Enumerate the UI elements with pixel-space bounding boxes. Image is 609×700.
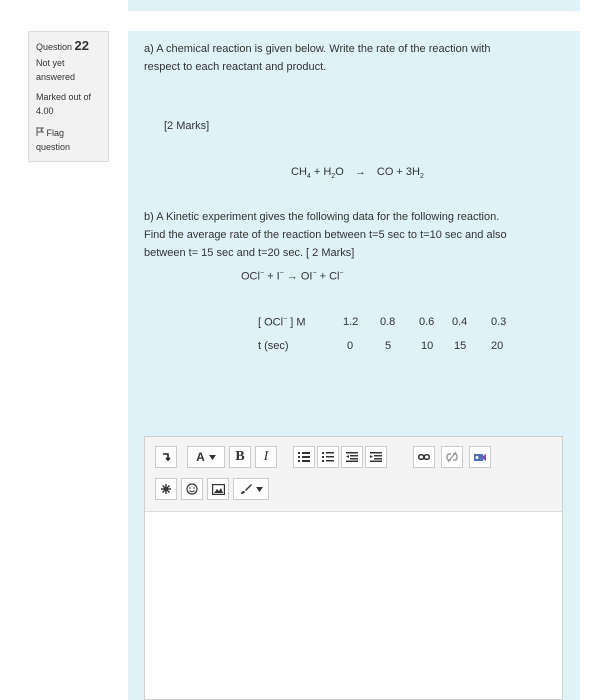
toolbar-toggle-button[interactable] — [155, 446, 177, 468]
italic-button[interactable]: I — [255, 446, 277, 468]
asterisk-icon — [160, 483, 172, 495]
bullet-list-icon — [298, 452, 310, 462]
media-icon — [474, 452, 486, 463]
part-b-text-line1: b) A Kinetic experiment gives the following data for the following reaction. — [144, 211, 500, 223]
time-value: 15 — [454, 340, 467, 352]
unordered-list-button[interactable] — [293, 446, 315, 468]
font-style-button[interactable]: A — [187, 446, 225, 468]
ordered-list-button[interactable] — [317, 446, 339, 468]
question-number: Question 22 — [36, 38, 90, 53]
part-b-text-line3: between t= 15 sec and t=20 sec. [ 2 Marks] — [144, 247, 355, 259]
link-icon — [418, 452, 430, 462]
time-value: 0 — [347, 340, 354, 352]
conc-value: 1.2 — [343, 316, 359, 328]
reaction-a-equation: $CH_4 + H_2O$ → CO + $3H_2$ — [291, 166, 424, 181]
concentration-label: [ OCl− ] M — [258, 316, 306, 329]
brush-icon — [240, 483, 252, 495]
part-a-marks: [2 Marks] — [164, 120, 210, 132]
time-value: 10 — [421, 340, 434, 352]
time-value: 20 — [491, 340, 504, 352]
smiley-icon — [186, 483, 198, 495]
part-a-text-line1: a) A chemical reaction is given below. Write the rate of the reaction with — [144, 43, 491, 55]
conc-value: 0.8 — [380, 316, 396, 328]
outdent-button[interactable] — [341, 446, 363, 468]
bold-button[interactable]: B — [229, 446, 251, 468]
answer-status: Not yet answered — [36, 58, 76, 82]
editor-toolbar — [145, 437, 562, 512]
question-info-panel — [28, 31, 109, 162]
conc-value: 0.6 — [419, 316, 435, 328]
indent-button[interactable] — [365, 446, 387, 468]
time-label: t (sec) — [258, 340, 289, 352]
answer-editor — [144, 436, 563, 700]
dropdown-caret-icon — [256, 487, 263, 492]
editor-content-area[interactable] — [145, 512, 562, 699]
marked-out-of: Marked out of 4.00 — [36, 92, 92, 116]
unlink-icon — [446, 451, 458, 463]
emoticon-button[interactable] — [181, 478, 203, 500]
reaction-b-equation: OCl− + I− → OI− + Cl− — [241, 270, 344, 283]
unlink-button[interactable] — [441, 446, 463, 468]
numbered-list-icon — [322, 452, 334, 462]
insert-link-button[interactable] — [413, 446, 435, 468]
part-b-text-line2: Find the average rate of the reaction between t=5 sec to t=10 sec and also — [144, 229, 507, 241]
image-icon — [212, 484, 225, 495]
dropdown-caret-icon — [209, 455, 216, 460]
conc-value: 0.3 — [491, 316, 507, 328]
conc-value: 0.4 — [452, 316, 468, 328]
special-character-button[interactable] — [155, 478, 177, 500]
flag-question-link[interactable]: Flag question — [36, 128, 71, 152]
outdent-icon — [346, 452, 358, 462]
chevron-down-icon — [161, 452, 171, 462]
insert-image-button[interactable] — [207, 478, 229, 500]
time-value: 5 — [385, 340, 392, 352]
part-a-text-line2: respect to each reactant and product. — [144, 61, 327, 73]
indent-icon — [370, 452, 382, 462]
media-button[interactable] — [469, 446, 491, 468]
flag-icon — [36, 126, 44, 140]
drawing-button[interactable] — [233, 478, 269, 500]
question-header-strip — [128, 0, 580, 11]
